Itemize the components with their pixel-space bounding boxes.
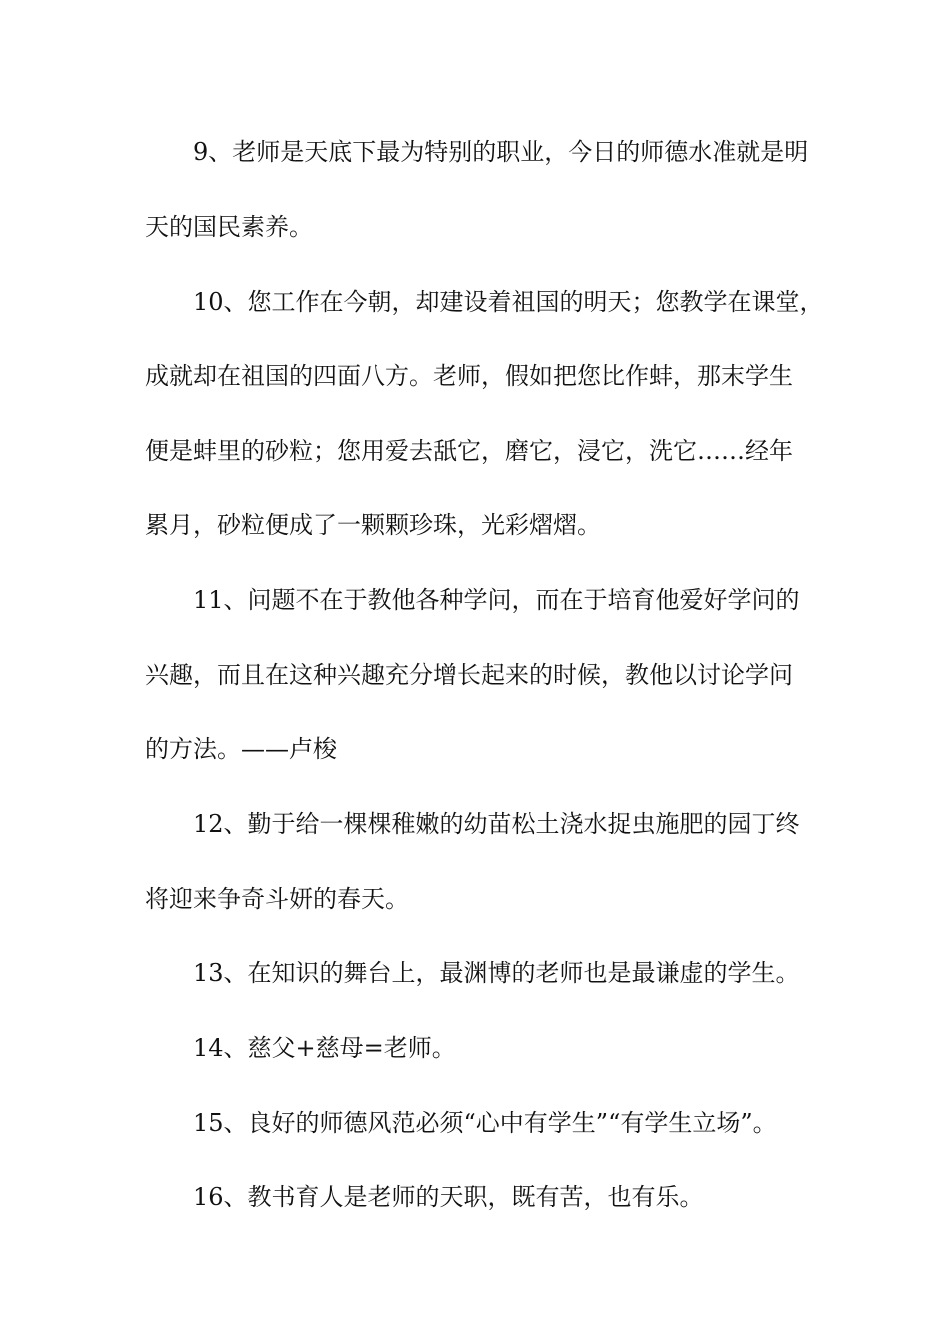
text-line: 14、慈父+慈母=老师。 (193, 1034, 456, 1062)
text-line: 的方法。——卢梭 (145, 735, 337, 763)
text-line: 兴趣，而且在这种兴趣充分增长起来的时候，教他以讨论学问 (145, 661, 793, 689)
text-line: 12、勤于给一棵棵稚嫩的幼苗松土浇水捉虫施肥的园丁终 (193, 810, 800, 838)
text-line: 13、在知识的舞台上，最渊博的老师也是最谦虚的学生。 (193, 959, 800, 987)
text-line: 天的国民素养。 (145, 213, 313, 241)
text-line: 便是蚌里的砂粒；您用爱去舐它，磨它，浸它，洗它……经年 (145, 437, 793, 465)
text-line: 成就却在祖国的四面八方。老师，假如把您比作蚌，那末学生 (145, 362, 793, 390)
text-line: 15、良好的师德风范必须“心中有学生”“有学生立场”。 (193, 1109, 777, 1137)
text-line: 10、您工作在今朝，却建设着祖国的明天；您教学在课堂， (193, 288, 824, 316)
text-line: 9、老师是天底下最为特别的职业，今日的师德水准就是明 (193, 138, 809, 166)
text-line: 11、问题不在于教他各种学问，而在于培育他爱好学问的 (193, 586, 800, 614)
text-line: 将迎来争奇斗妍的春天。 (145, 885, 409, 913)
text-line: 16、教书育人是老师的天职，既有苦，也有乐。 (193, 1183, 704, 1211)
text-line: 累月，砂粒便成了一颗颗珍珠，光彩熠熠。 (145, 511, 601, 539)
